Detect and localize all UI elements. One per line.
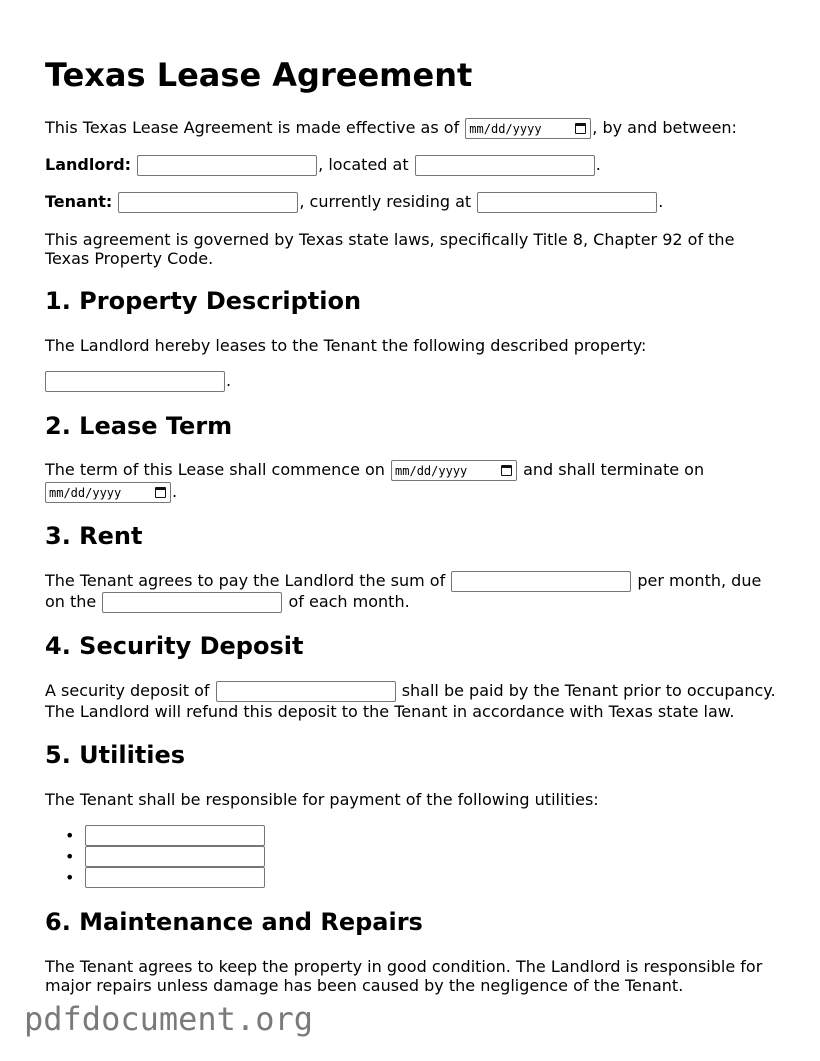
calendar-icon[interactable]	[155, 487, 166, 498]
page-title: Texas Lease Agreement	[45, 56, 473, 94]
utilities-text: The Tenant shall be responsible for payment of the following utilities:	[45, 790, 599, 809]
calendar-icon[interactable]	[501, 465, 512, 476]
governing-law-text: This agreement is governed by Texas state laws, specifically Title 8, Chapter 92 of the Texas Property Code.	[45, 230, 735, 268]
tenant-address-input[interactable]	[477, 192, 657, 213]
tenant-label: Tenant:	[45, 192, 113, 211]
section-heading-property: 1. Property Description	[45, 287, 362, 315]
section-heading-deposit: 4. Security Deposit	[45, 632, 304, 660]
property-description-input[interactable]	[45, 371, 225, 392]
utility-input-3[interactable]	[85, 867, 265, 888]
utilities-list	[85, 825, 265, 888]
landlord-line: Landlord: , located at .	[45, 155, 601, 174]
rent-due-day-input[interactable]	[102, 592, 282, 613]
landlord-address-input[interactable]	[415, 155, 595, 176]
list-item	[85, 867, 265, 888]
deposit-line-1: A security deposit of shall be paid by the Tenant prior to occupancy.	[45, 681, 776, 700]
watermark: pdfdocument.org	[24, 1000, 313, 1038]
lease-start-date-input[interactable]: mm/dd/yyyy	[391, 460, 517, 481]
property-line: .	[45, 371, 231, 392]
section-heading-maintenance: 6. Maintenance and Repairs	[45, 908, 423, 936]
landlord-label: Landlord:	[45, 155, 132, 174]
rent-amount-input[interactable]	[451, 571, 631, 592]
rent-line-1: The Tenant agrees to pay the Landlord the sum of per month, due	[45, 571, 762, 590]
section-heading-rent: 3. Rent	[45, 522, 143, 550]
intro-line: This Texas Lease Agreement is made effective as of mm/dd/yyyy , by and between:	[45, 118, 737, 137]
tenant-line: Tenant: , currently residing at .	[45, 192, 664, 211]
list-item	[85, 825, 265, 846]
maintenance-text: The Tenant agrees to keep the property in good condition. The Landlord is responsible for major repairs unless damage has been caused by the negligence of the Tenant.	[45, 957, 763, 995]
list-item	[85, 846, 265, 867]
section-heading-utilities: 5. Utilities	[45, 741, 186, 769]
tenant-name-input[interactable]	[118, 192, 298, 213]
section-heading-term: 2. Lease Term	[45, 412, 233, 440]
effective-date-input[interactable]: mm/dd/yyyy	[465, 118, 591, 139]
calendar-icon[interactable]	[575, 123, 586, 134]
lease-end-date-input[interactable]: mm/dd/yyyy	[45, 482, 171, 503]
term-line-1: The term of this Lease shall commence on mm/dd/yyyy and shall terminate on	[45, 460, 705, 479]
landlord-name-input[interactable]	[137, 155, 317, 176]
deposit-line-2: The Landlord will refund this deposit to the Tenant in accordance with Texas state law.	[45, 702, 735, 721]
security-deposit-input[interactable]	[216, 681, 396, 702]
term-line-2: mm/dd/yyyy .	[45, 482, 177, 503]
utility-input-2[interactable]	[85, 846, 265, 867]
property-text: The Landlord hereby leases to the Tenant the following described property:	[45, 336, 647, 355]
utility-input-1[interactable]	[85, 825, 265, 846]
rent-line-2: on the of each month.	[45, 592, 410, 611]
